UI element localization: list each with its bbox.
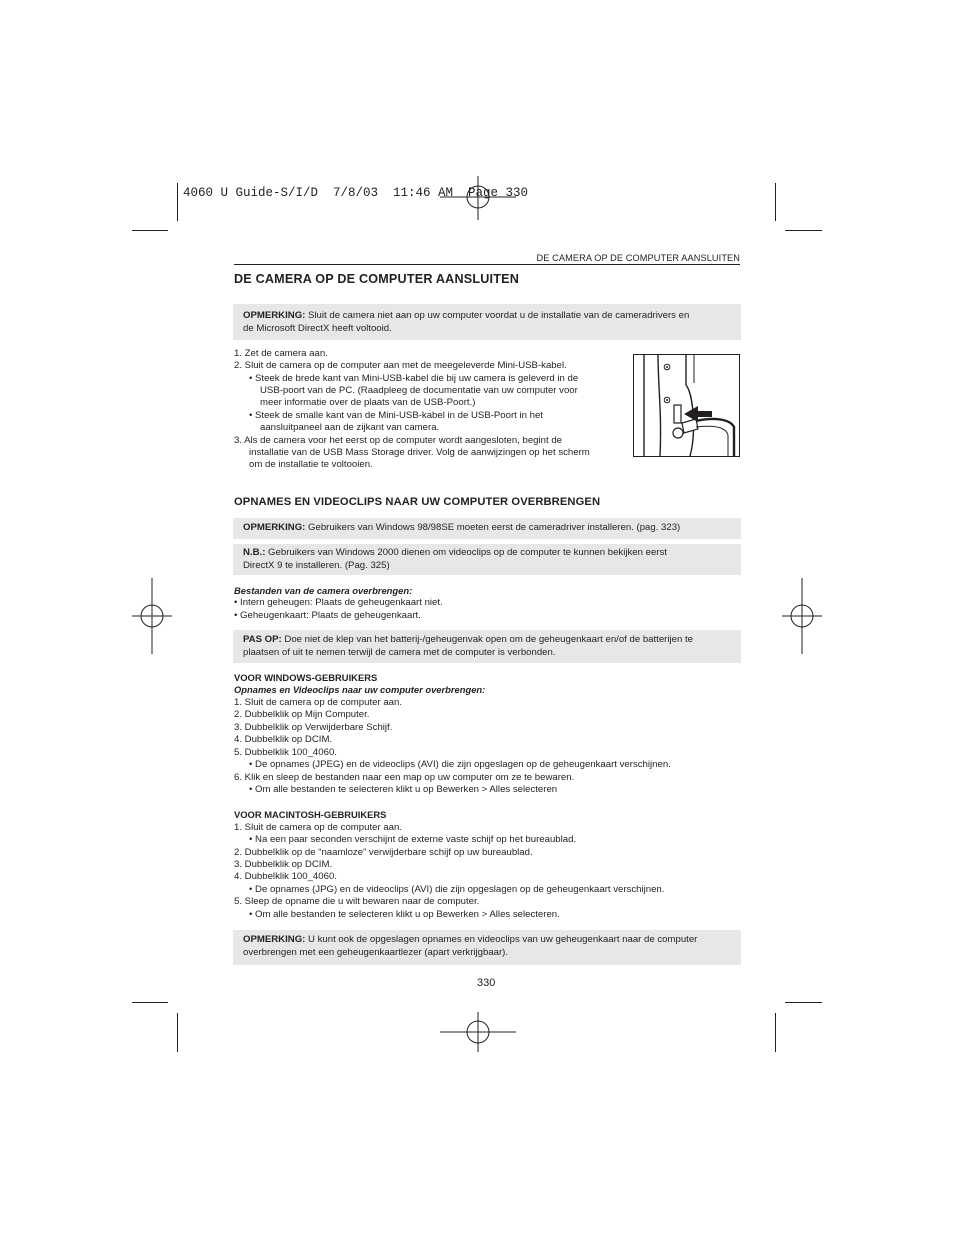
list-item: 4. Dubbelklik 100_4060.: [234, 871, 337, 882]
print-slug: 4060 U Guide-S/I/D 7/8/03 11:46 AM Page 330: [183, 186, 529, 200]
note-box: [233, 930, 741, 965]
list-item: 6. Klik en sleep de bestanden naar een map op uw computer om ze te bewaren.: [234, 772, 575, 783]
list-item: • Na een paar seconden verschijnt de externe vaste schijf op het bureaublad.: [249, 834, 577, 845]
list-item: • Steek de brede kant van Mini-USB-kabel die bij uw camera is geleverd in de: [249, 373, 579, 384]
list-item: 2. Dubbelklik op de “naamloze” verwijderbare schijf op uw bureaublad.: [234, 847, 533, 858]
note-label: N.B.:: [243, 547, 266, 558]
section-title: OPNAMES EN VIDEOCLIPS NAAR UW COMPUTER OVERBRENGEN: [234, 496, 601, 508]
header-rule: [234, 264, 740, 265]
note-label: OPMERKING:: [243, 522, 306, 533]
list-item: meer informatie over de plaats van de USB-Poort.): [260, 397, 476, 408]
list-item: • Om alle bestanden te selecteren klikt u op Bewerken > Alles selecteren.: [249, 909, 560, 920]
crop-mark: [177, 1013, 178, 1052]
crop-mark: [775, 183, 776, 221]
registration-mark-icon: [440, 1012, 516, 1052]
registration-mark-icon: [132, 578, 172, 654]
note-text: Gebruikers van Windows 98/98SE moeten eerst de cameradriver installeren. (pag. 323): [305, 522, 681, 533]
warning-text: Doe niet de klep van het batterij-/geheugenvak open om de geheugenkaart en/of de batterijen te: [281, 634, 693, 645]
running-header: DE CAMERA OP DE COMPUTER AANSLUITEN: [536, 253, 740, 263]
list-item: 3. Als de camera voor het eerst op de computer wordt aangesloten, begint de: [234, 435, 562, 446]
crop-mark: [785, 230, 822, 231]
note-box: [233, 518, 741, 539]
list-item: • De opnames (JPEG) en de videoclips (AVI) die zijn opgeslagen op de geheugenkaart verschijnen.: [249, 759, 671, 770]
note-text: U kunt ook de opgeslagen opnames en videoclips van uw geheugenkaart naar de computer: [305, 934, 698, 945]
crop-mark: [132, 1002, 168, 1003]
list-item: aansluitpaneel aan de zijkant van camera.: [260, 422, 440, 433]
list-item: om de installatie te voltooien.: [249, 459, 373, 470]
note-text: DirectX 9 te installeren. (Pag. 325): [243, 559, 390, 571]
note-text: overbrengen met een geheugenkaartlezer (apart verkrijgbaar).: [243, 946, 509, 958]
registration-mark-icon: [782, 578, 822, 654]
crop-mark: [775, 1013, 776, 1052]
list-item: • Om alle bestanden te selecteren klikt u op Bewerken > Alles selecteren: [249, 784, 558, 795]
crop-mark: [177, 183, 178, 221]
note-text: de Microsoft DirectX heeft voltooid.: [243, 322, 392, 334]
crop-mark: [785, 1002, 822, 1003]
note-label: OPMERKING:: [243, 310, 306, 321]
crop-mark: [132, 230, 168, 231]
camera-usb-illustration: [633, 354, 740, 457]
note-text: Sluit de camera niet aan op uw computer voordat u de installatie van de cameradrivers en: [305, 310, 690, 321]
list-item: • Geheugenkaart: Plaats de geheugenkaart.: [234, 610, 421, 621]
list-item: installatie van de USB Mass Storage driver. Volg de aanwijzingen op het scherm: [249, 447, 590, 458]
warning-label: PAS OP:: [243, 634, 282, 645]
list-item: 5. Sleep de opname die u wilt bewaren naar de computer.: [234, 896, 480, 907]
page-number: 330: [477, 977, 496, 989]
note-text: Gebruikers van Windows 2000 dienen om videoclips op de computer te kunnen bekijken eerst: [265, 547, 667, 558]
note-box: [233, 304, 741, 340]
warning-text: plaatsen of uit te nemen terwijl de camera met de computer is verbonden.: [243, 646, 556, 658]
subheading: VOOR WINDOWS-GEBRUIKERS: [234, 672, 378, 683]
list-item: 2. Dubbelklik op Mijn Computer.: [234, 709, 370, 720]
list-item: 1. Sluit de camera op de computer aan.: [234, 822, 402, 833]
list-item: USB-poort van de PC. (Raadpleeg de documentatie van uw computer voor: [260, 385, 578, 396]
note-box: [233, 544, 741, 575]
list-item: • Intern geheugen: Plaats de geheugenkaart niet.: [234, 597, 443, 608]
subheading: Opnames en Videoclips naar uw computer overbrengen:: [234, 684, 486, 695]
list-item: 1. Zet de camera aan.: [234, 348, 328, 359]
list-item: 2. Sluit de camera op de computer aan met de meegeleverde Mini-USB-kabel.: [234, 360, 567, 371]
list-item: • Steek de smalle kant van de Mini-USB-kabel in de USB-Poort in het: [249, 410, 543, 421]
subheading: Bestanden van de camera overbrengen:: [234, 585, 413, 596]
list-item: 4. Dubbelklik op DCIM.: [234, 734, 333, 745]
subheading: VOOR MACINTOSH-GEBRUIKERS: [234, 809, 387, 820]
list-item: 3. Dubbelklik op Verwijderbare Schijf.: [234, 722, 393, 733]
list-item: 5. Dubbelklik 100_4060.: [234, 747, 337, 758]
list-item: 1. Sluit de camera op de computer aan.: [234, 697, 402, 708]
section-title: DE CAMERA OP DE COMPUTER AANSLUITEN: [234, 272, 520, 286]
note-label: OPMERKING:: [243, 934, 306, 945]
list-item: 3. Dubbelklik op DCIM.: [234, 859, 333, 870]
warning-box: [233, 630, 741, 663]
list-item: • De opnames (JPG) en de videoclips (AVI) die zijn opgeslagen op de geheugenkaart verschijnen.: [249, 884, 665, 895]
